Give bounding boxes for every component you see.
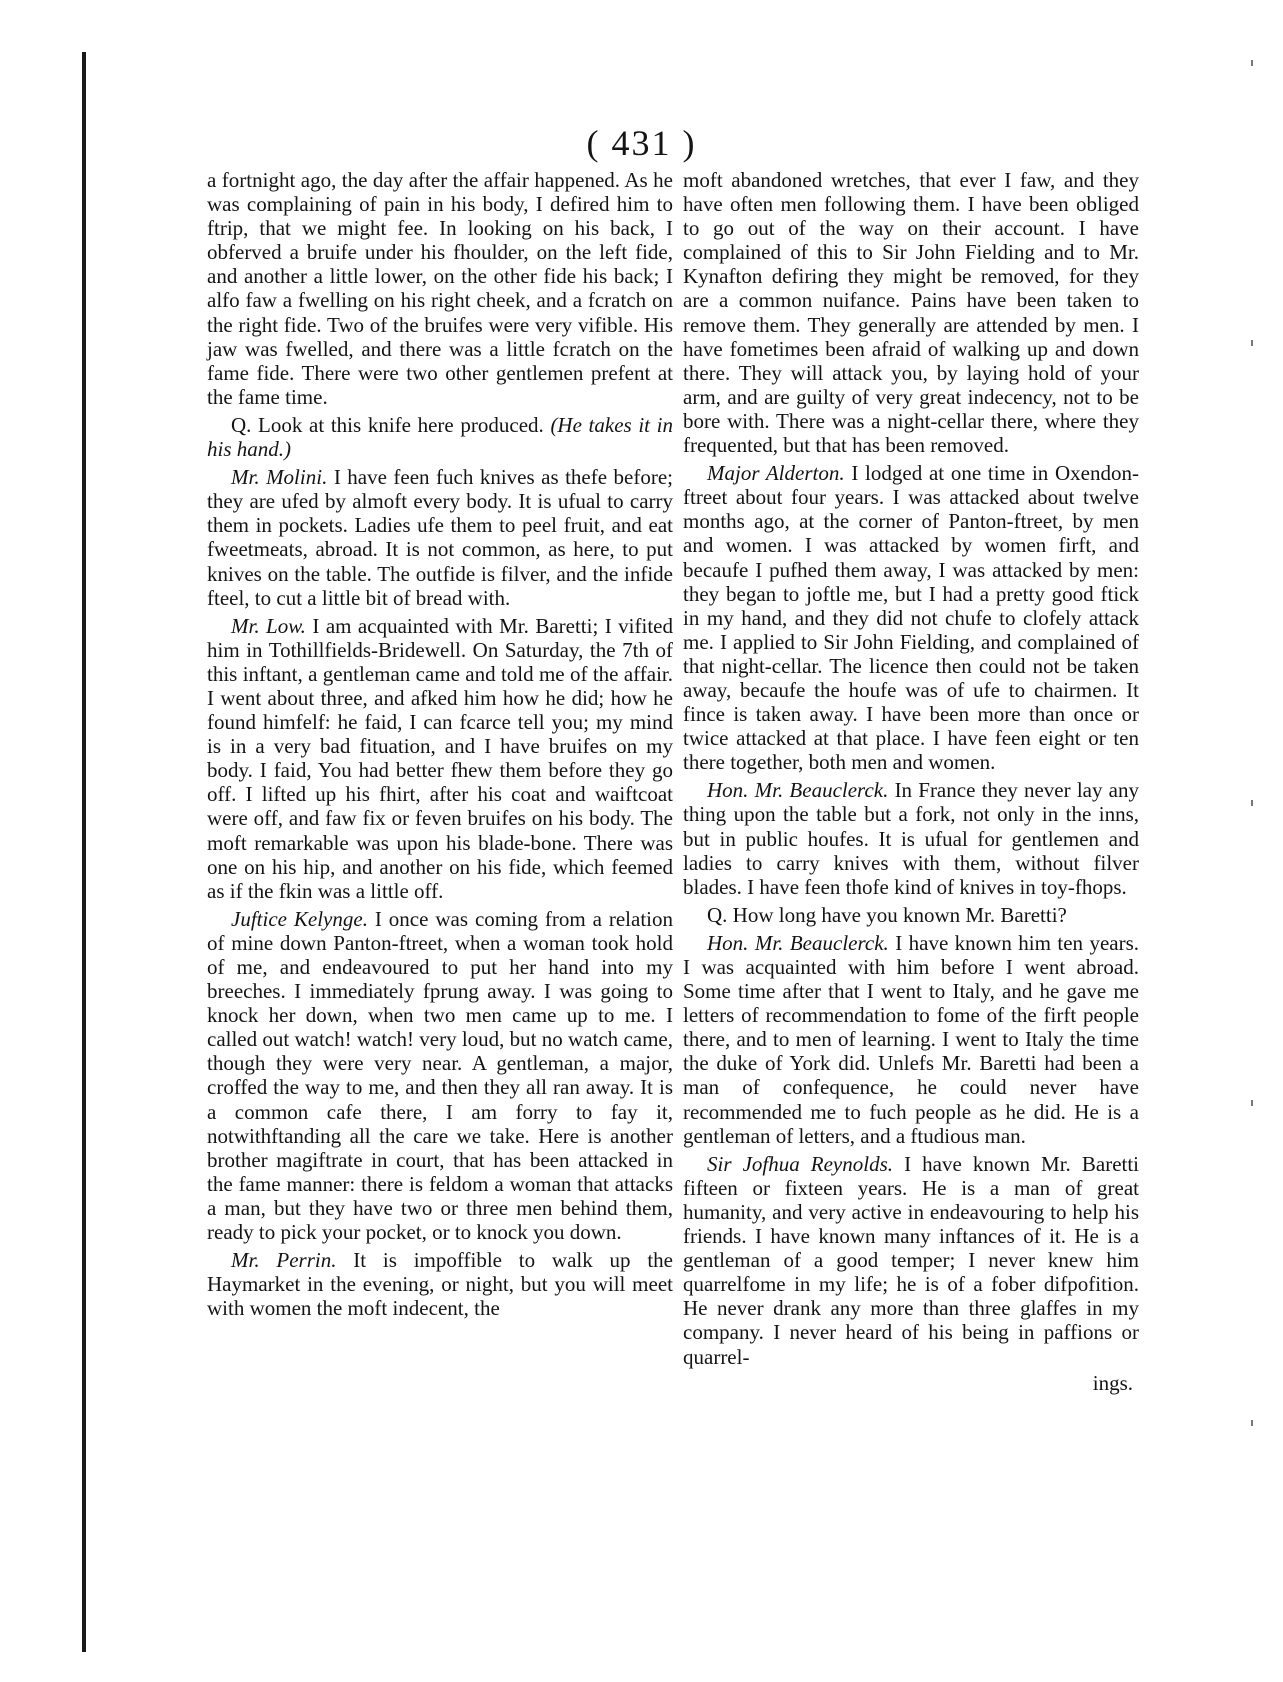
speaker-name: Mr. Molini. — [231, 465, 328, 490]
speaker-name: Mr. Low. — [231, 613, 306, 638]
paragraph — [207, 1248, 673, 1320]
paragraph — [683, 1152, 1139, 1369]
speaker-name: Juftice Kelynge. — [231, 906, 368, 931]
speaker-name: Major Alderton. — [707, 461, 845, 486]
paragraph-text: I once was coming from a relation of mine down Panton-ftreet, when a woman took hold of me, and endeavoured to put her hand into my breeches. I immediately fprung away. I was going to knock her down, when two men came up to me. I called out watch! watch! very loud, but no watch came, though they were very near. A gentleman, a major, croffed the way to me, and then they all ran away. It is a common cafe there, I am forry to fay it, notwithftanding all the care we take. Here is another brother magiftrate in court, that has been attacked in the fame manner: there is feldom a woman that attacks a man, but they have two or three men behind them, ready to pick your pocket, or to knock you down. — [207, 906, 673, 1245]
paragraph — [683, 778, 1139, 898]
paragraph-text: Q. How long have you known Mr. Baretti? — [707, 902, 1067, 927]
paragraph-text: Q. Look at this knife here produced. — [231, 412, 544, 437]
scan-edge-specks — [1251, 40, 1265, 1640]
paragraph-text: It is impoffible to walk up the Haymarket in the evening, or night, but you will meet with women the moft indecent, the — [207, 1248, 673, 1321]
paragraph-text: moft abandoned wretches, that ever I faw, and they have often men following them. I have been obliged to go out of the way on their account. I have complained of this to Sir John Fielding and to Mr. Kynafton defiring they might be removed, for they are a common nuifance. Pains have been taken to remove them. They generally are attended by men. I have fometimes been afraid of walking up and down there. They will attack you, by laying hold of your arm, and are guilty of very great indecency, not to be bore with. There was a night-cellar there, where they frequented, but that has been removed. — [683, 168, 1139, 458]
scan-speck — [1251, 1420, 1253, 1426]
left-column — [207, 168, 673, 1324]
scan-speck — [1251, 60, 1253, 66]
paragraph — [683, 168, 1139, 457]
paragraph-text: In France they never lay any thing upon the table but a fork, not only in the inns, but in public houfes. It is ufual for gentlemen and ladies to carry knives with them, without filver blades. I have feen thofe kind of knives in toy-fhops. — [683, 778, 1140, 899]
speaker-name: Hon. Mr. Beauclerck. — [707, 930, 889, 955]
paragraph — [207, 413, 673, 461]
paragraph — [683, 931, 1139, 1148]
paragraph-text: I am acquainted with Mr. Baretti; I vifited him in Tothillfields-Bridewell. On Saturday, the 7th of this inftant, a gentleman came and told me of the affair. I went about three, and afked him how he did; how he found himfelf: he faid, I can fcarce tell you; my mind is in a very bad fituation, and I have bruifes on my body. I faid, You had better fhew them before they go off. I lifted up his fhirt, after his coat and waiftcoat were off, and faw fix or feven bruifes on his body. The moft remarkable was upon his blade-bone. There was one on his hip, and another on his fide, which feemed as if the fkin was a little off. — [207, 613, 674, 903]
paragraph-text: I lodged at one time in Oxendon-ftreet about four years. I was attacked about twelve months ago, at the corner of Panton-ftreet, by men and women. I was attacked by women firft, and becaufe I pufhed them away, I was attacked by men: they began to joftle me, but I had a pretty good ftick in my hand, and they did not chufe to clofely attack me. I applied to Sir John Fielding, and complained of that night-cellar. The licence then could not be taken away, becaufe the houfe was of ufe to chairmen. It fince is taken away. I have been more than once or twice attacked at that place. I have feen eight or ten there together, both men and women. — [683, 461, 1139, 775]
page-margin-rule — [82, 52, 86, 1652]
right-column — [683, 168, 1139, 1399]
speaker-name: Mr. Perrin. — [231, 1248, 337, 1273]
page-number: ( 431 ) — [586, 123, 697, 163]
scan-speck — [1251, 340, 1253, 346]
paragraph — [207, 465, 673, 610]
scan-speck — [1251, 1100, 1253, 1106]
paragraph — [207, 168, 673, 409]
paragraph — [683, 903, 1139, 927]
paragraph-text: I have known Mr. Baretti fifteen or fixteen years. He is a man of great humanity, and very active in endeavouring to help his friends. I have known many inftances of it. He is a gentleman of a good temper; I never knew him quarrelfome in my life; he is of a fober difpofition. He never drank any more than three glaffes in my company. I never heard of his being in paffions or quarrel- — [683, 1151, 1140, 1369]
paragraph-text: a fortnight ago, the day after the affair happened. As he was complaining of pain in his body, I defired him to ftrip, that we might fee. In looking on his back, I obferved a bruife under his fhoulder, on the left fide, and another a little lower, on the other fide his back; I alfo faw a fwelling on his right cheek, and a fcratch on the right fide. Two of the bruifes were very vifible. His jaw was fwelled, and there was a little fcratch on the fame fide. There were two other gentlemen prefent at the fame time. — [207, 168, 673, 409]
speaker-name: Hon. Mr. Beauclerck. — [707, 778, 889, 803]
speaker-name: Sir Jofhua Reynolds. — [707, 1151, 894, 1176]
paragraph — [207, 614, 673, 903]
paragraph-text: I have feen fuch knives as thefe before; they are ufed by almoft every body. It is ufual to carry them in pockets. Ladies ufe them to peel fruit, and eat fweetmeats, abroad. It is not common, as here, to put knives on the table. The outfide is filver, and the infide fteel, to cut a little bit of bread with. — [207, 465, 674, 610]
stage-note: (He takes it in his hand.) — [207, 412, 674, 462]
paragraph — [207, 907, 673, 1244]
scan-speck — [1251, 800, 1253, 806]
catchword: ings. — [1092, 1370, 1133, 1395]
paragraph-text: I have known him ten years. I was acquainted with him before I went abroad. Some time after that I went to Italy, and he gave me letters of recommendation to fome of the firft people there, and to men of learning. I went to Italy the time the duke of York did. Unlefs Mr. Baretti had been a man of confequence, he could never have recommended me to fuch people as he did. He is a gentleman of letters, and a ftudious man. — [683, 930, 1140, 1148]
paragraph — [683, 461, 1139, 774]
